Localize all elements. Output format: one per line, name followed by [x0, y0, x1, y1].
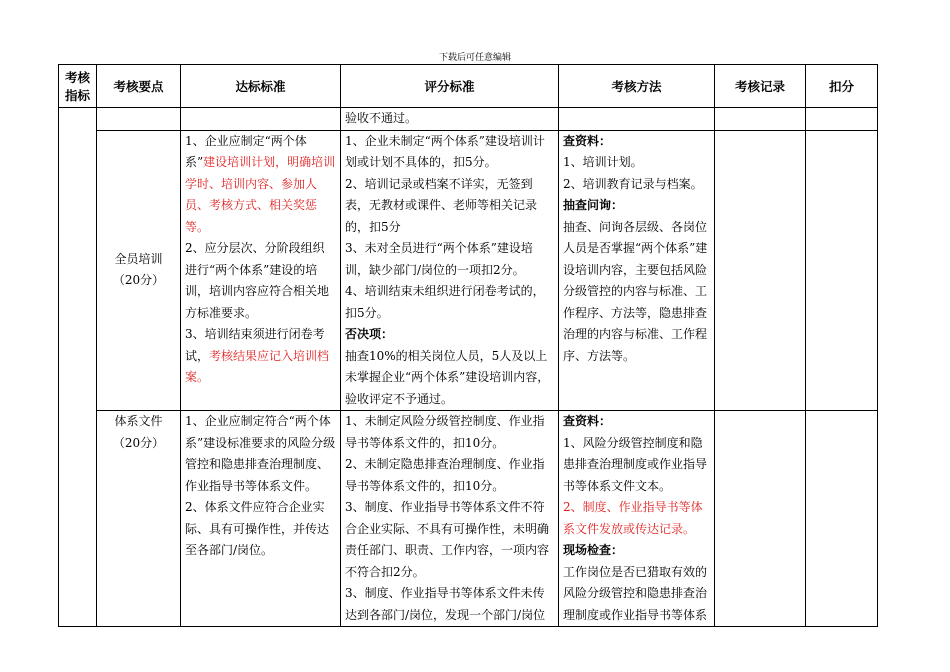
standard-cell [181, 108, 341, 131]
col-header-method: 考核方法 [559, 65, 715, 108]
standard-cell: 1、企业应制定符合“两个体系”建设标准要求的风险分级管控和隐患排查治理制度、作业指导书等体系文件。 2、体系文件应符合企业实际、具有可操作性，并传达至各部门/岗位。 [181, 411, 341, 627]
deduction-cell [806, 411, 878, 627]
method-cell [559, 108, 715, 131]
assessment-table [58, 64, 878, 627]
scoring-cell: 1、未制定风险分级管控制度、作业指导书等体系文件的，扣10分。 2、未制定隐患排查治理制度、作业指导书等体系文件的，扣10分。 3、制度、作业指导书等体系文件不符合企业实际、不具有可操作性，未明确责任部门、职责、工作内容，一项内容不符合扣2分。 3、制度、作业指导书等体系文件未传达到各部门/岗位，发现一个部门/岗位 [341, 411, 559, 627]
method-cell: 查资料： 1、风险分级管控制度和隐患排查治理制度或作业指导书等体系文件文本。 2、制度、作业指导书等体系文件发放或传达记录。 现场检查： 工作岗位是否已猎取有效的风险分级管控和隐患排查治理制度或作业指导书等体系 [559, 411, 715, 627]
key-point-cell [97, 108, 181, 131]
record-cell [715, 411, 806, 627]
table-row [59, 108, 878, 131]
scoring-cell: 1、企业未制定“两个体系”建设培训计划或计划不具体的，扣5分。 2、培训记录或档案不详实，无签到表，无教材或课件、老师等相关记录的，扣5分 3、未对全员进行“两个体系”建设培训，缺少部门/岗位的一项扣2分。 4、培训结束未组织进行闭卷考试的，扣5分。 否决项： 抽查10%的相关岗位人员，5人及以上未掌握企业“两个体系”建设培训内容，验收评定不予通过。 [341, 130, 559, 411]
veto-title: 否决项： [345, 327, 394, 341]
key-point-score: （20分） [112, 435, 165, 450]
key-point-cell [97, 130, 181, 411]
header-row [59, 65, 878, 108]
method-cell: 查资料： 1、培训计划。 2、培训教育记录与档案。 抽查问询： 抽查、问询各层级、各岗位人员是否掌握“两个体系”建设培训内容，主要包括风险分级管控的内容与标准、工作程序、方法等，隐患排查治理的内容与标准、工作程序、方法等。 [559, 130, 715, 411]
page-header-note: 下载后可任意编辑 [438, 53, 511, 63]
table-row [59, 130, 878, 411]
key-point-name: 体系文件 [114, 414, 163, 428]
key-point-cell [97, 411, 181, 627]
record-cell [715, 108, 806, 131]
col-header-key-point: 考核要点 [97, 65, 181, 108]
record-cell [715, 130, 806, 411]
deduction-cell [806, 130, 878, 411]
scoring-cell: 验收不通过。 [341, 108, 559, 131]
col-header-scoring: 评分标准 [341, 65, 559, 108]
col-header-standard: 达标标准 [181, 65, 341, 108]
table-row [59, 411, 878, 627]
standard-cell: 1、企业应制定“两个体系”建设培训计划，明确培训学时、培训内容、参加人员、考核方式、相关奖惩等。 2、应分层次、分阶段组织进行“两个体系”建设的培训，培训内容应符合相关地方标准要求。 3、培训结束须进行闭卷考试，考核结果应记入培训档案。 [181, 130, 341, 411]
col-header-deduction: 扣分 [806, 65, 878, 108]
deduction-cell [806, 108, 878, 131]
col-header-record: 考核记录 [715, 65, 806, 108]
indicator-cell [59, 108, 97, 627]
key-point-score: （20分） [112, 273, 165, 288]
key-point-name: 全员培训 [114, 251, 163, 266]
col-header-indicator: 考核指标 [59, 65, 97, 108]
